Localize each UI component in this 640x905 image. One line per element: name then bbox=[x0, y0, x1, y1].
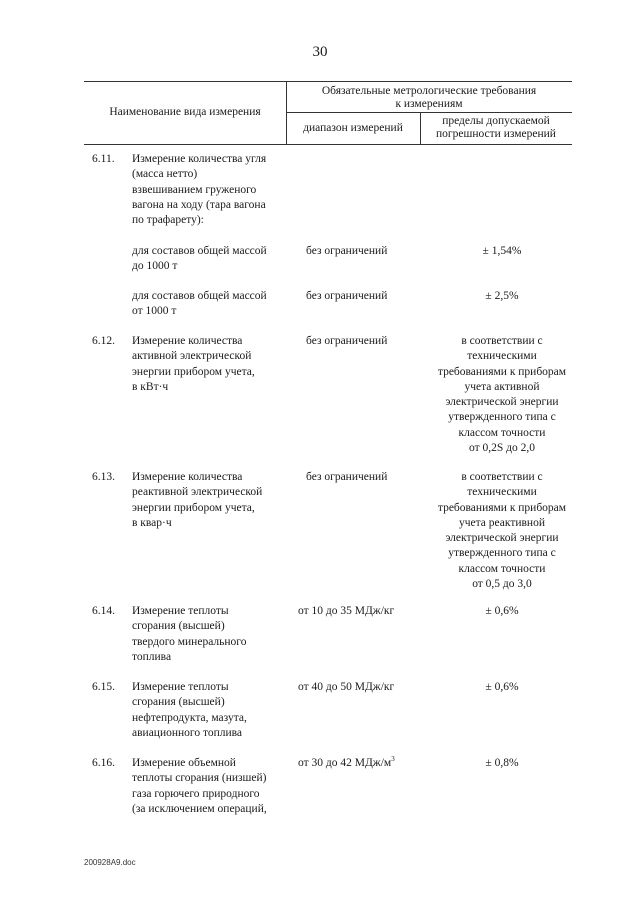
error-line: от 0,2S до 2,0 bbox=[469, 442, 535, 455]
sub-row-text bbox=[132, 289, 292, 320]
error-value: ± 1,54% bbox=[482, 245, 522, 257]
error-line: учета активной bbox=[464, 380, 540, 393]
error-value: ± 0,6% bbox=[485, 681, 519, 693]
row-title-line: (за исключением операций, bbox=[132, 802, 267, 815]
range-value: без ограничений bbox=[306, 471, 388, 483]
row-number: 6.16. bbox=[92, 757, 115, 769]
row-title-line: сгорания (высшей) bbox=[132, 696, 225, 709]
error-line: классом точности bbox=[458, 562, 546, 575]
error-line: электрической энергии bbox=[445, 396, 559, 409]
row-title-line: энергии прибором учета, bbox=[132, 501, 255, 514]
row-title-line: авиационного топлива bbox=[132, 726, 243, 739]
row-title-line: вагона на ходу (тара вагона bbox=[132, 198, 266, 211]
range-text: от 30 до 42 МДж/м bbox=[298, 757, 392, 769]
header-top-rule bbox=[84, 81, 572, 82]
row-number: 6.13. bbox=[92, 471, 115, 483]
sub-row-line: до 1000 т bbox=[132, 260, 178, 273]
row-title-line: Измерение теплоты bbox=[132, 681, 229, 693]
row-title-line: Измерение количества bbox=[132, 471, 243, 483]
row-number: 6.14. bbox=[92, 605, 115, 617]
row-title-line: (масса нетто) bbox=[132, 168, 198, 181]
error-line: техническими bbox=[467, 350, 537, 363]
error-value bbox=[428, 470, 576, 592]
header-group-title-1: Обязательные метрологические требования bbox=[321, 85, 537, 97]
row-title-line: реактивной электрической bbox=[132, 486, 263, 499]
error-line: утвержденного типа с bbox=[448, 411, 556, 424]
error-line: классом точности bbox=[458, 426, 546, 439]
error-value: ± 0,8% bbox=[485, 757, 519, 769]
header-col-error-2: погрешности измерений bbox=[436, 128, 556, 140]
range-value: без ограничений bbox=[306, 245, 388, 257]
error-value bbox=[428, 334, 576, 456]
error-value: ± 0,6% bbox=[485, 605, 519, 617]
row-title bbox=[132, 756, 297, 817]
row-number: 6.12. bbox=[92, 335, 115, 347]
sub-row-text bbox=[132, 244, 292, 275]
sub-row-line: от 1000 т bbox=[132, 305, 177, 318]
row-title-line: Измерение теплоты bbox=[132, 605, 229, 617]
row-number: 6.11. bbox=[92, 153, 115, 165]
range-value: от 40 до 50 МДж/кг bbox=[298, 681, 395, 693]
error-line: электрической энергии bbox=[445, 532, 559, 545]
header-mid-rule bbox=[286, 112, 572, 113]
error-line: требованиями к приборам bbox=[437, 501, 567, 514]
row-title-line: активной электрической bbox=[132, 350, 252, 363]
range-value: без ограничений bbox=[306, 290, 388, 302]
header-col-name: Наименование вида измерения bbox=[109, 106, 261, 118]
row-title-line: Измерение объемной bbox=[132, 757, 236, 769]
header-col-error-1: пределы допускаемой bbox=[442, 115, 550, 127]
row-title-line: в кВт·ч bbox=[132, 380, 169, 393]
range-superscript: 3 bbox=[391, 755, 395, 764]
row-title bbox=[132, 604, 292, 665]
row-title-line: сгорания (высшей) bbox=[132, 620, 225, 633]
row-title-line: топлива bbox=[132, 650, 172, 663]
error-line: утвержденного типа с bbox=[448, 547, 556, 560]
row-title-line: энергии прибором учета, bbox=[132, 365, 255, 378]
row-title bbox=[132, 680, 292, 741]
error-value: ± 2,5% bbox=[485, 290, 519, 302]
error-line: учета реактивной bbox=[459, 516, 545, 529]
error-line: в соответствии с bbox=[461, 471, 543, 483]
row-title bbox=[132, 334, 292, 395]
range-value bbox=[298, 756, 395, 771]
range-value: без ограничений bbox=[306, 335, 388, 347]
error-line: требованиями к приборам bbox=[437, 365, 567, 378]
row-title-line: по трафарету): bbox=[132, 214, 204, 227]
row-title-line: в квар·ч bbox=[132, 516, 172, 529]
footer-filename: 200928A9.doc bbox=[84, 858, 136, 867]
page-number: 30 bbox=[312, 44, 328, 60]
row-title-line: Измерение количества угля bbox=[132, 153, 267, 165]
row-title-line: газа горючего природного bbox=[132, 787, 260, 800]
row-title bbox=[132, 470, 292, 531]
header-group-title-2: к измерениям bbox=[395, 98, 463, 110]
row-title-line: теплоты сгорания (низшей) bbox=[132, 772, 267, 785]
error-line: техническими bbox=[467, 486, 537, 499]
row-title-line: взвешиванием груженого bbox=[132, 183, 257, 196]
range-value: от 10 до 35 МДж/кг bbox=[298, 605, 395, 617]
header-bottom-rule bbox=[84, 144, 572, 145]
error-line: от 0,5 до 3,0 bbox=[472, 578, 532, 591]
sub-row-line: для составов общей массой bbox=[132, 290, 267, 302]
row-title-line: нефтепродукта, мазута, bbox=[132, 711, 247, 724]
sub-row-line: для составов общей массой bbox=[132, 245, 267, 257]
row-title-line: Измерение количества bbox=[132, 335, 243, 347]
row-title bbox=[132, 152, 292, 228]
row-number: 6.15. bbox=[92, 681, 115, 693]
row-title-line: твердого минерального bbox=[132, 635, 247, 648]
header-col-range: диапазон измерений bbox=[303, 122, 403, 134]
error-line: в соответствии с bbox=[461, 335, 543, 347]
